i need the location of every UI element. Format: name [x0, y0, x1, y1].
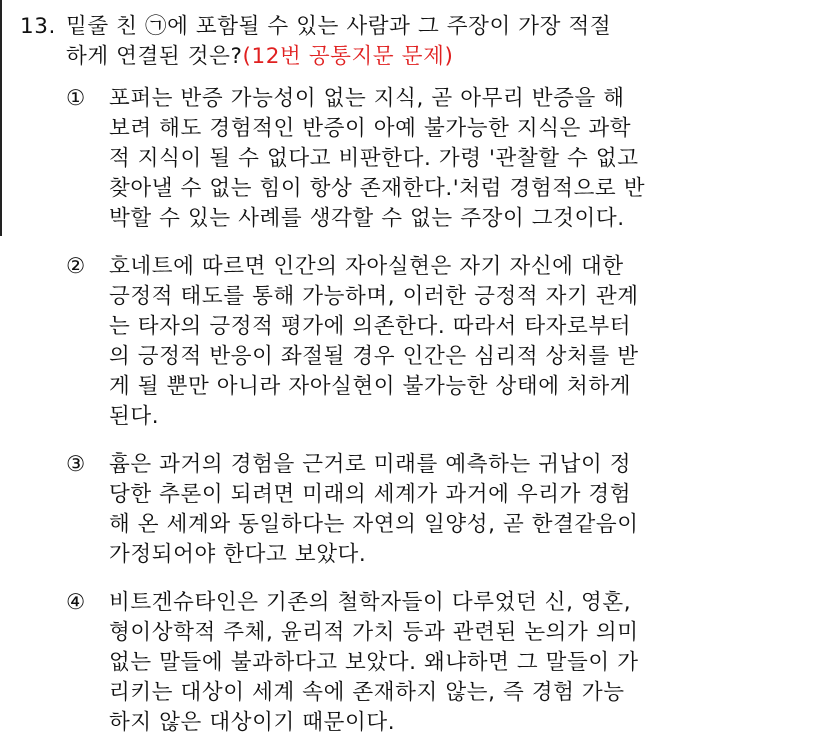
option-text-line: 형이상학적 주체, 윤리적 가치 등과 관련된 논의가 의미 — [109, 620, 639, 645]
question-note: (12번 공통지문 문제) — [242, 44, 454, 69]
option-number: ① — [66, 86, 86, 111]
option-text-line: 긍정적 태도를 통해 가능하며, 이러한 긍정적 자기 관계 — [109, 284, 639, 309]
option-text-line: 호네트에 따르면 인간의 자아실현은 자기 자신에 대한 — [109, 254, 624, 279]
option-text-line: 포퍼는 반증 가능성이 없는 지식, 곧 아무리 반증을 해 — [109, 86, 625, 111]
option-text-line: 된다. — [109, 404, 160, 429]
option-text-line: 게 될 뿐만 아니라 자아실현이 불가능한 상태에 처하게 — [109, 374, 632, 399]
option-text-line: 비트겐슈타인은 기존의 철학자들이 다루었던 신, 영혼, — [109, 590, 632, 615]
option-text-line: 리키는 대상이 세계 속에 존재하지 않는, 즉 경험 가능 — [109, 680, 625, 705]
option-text-line: 해 온 세계와 동일하다는 자연의 일양성, 곧 한결같음이 — [109, 512, 639, 537]
option-text-line: 는 타자의 긍정적 평가에 의존한다. 따라서 타자로부터 — [109, 314, 632, 339]
option-text-line: 하지 않은 대상이기 때문이다. — [109, 710, 396, 735]
option-number: ③ — [66, 452, 86, 477]
option-text-line: 가정되어야 한다고 보았다. — [109, 542, 367, 567]
question-text — [66, 12, 810, 72]
option-text-line: 당한 추론이 되려면 미래의 세계가 과거에 우리가 경험 — [109, 482, 632, 507]
option-number: ④ — [66, 590, 86, 615]
question-number: 13. — [20, 14, 56, 39]
question-stem — [20, 12, 810, 72]
option-text-line: 보려 해도 경험적인 반증이 아예 불가능한 지식은 과학 — [109, 116, 632, 141]
question-prompt: 밑줄 친 ㉠에 포함될 수 있는 사람과 그 주장이 가장 적절 하게 연결된 것은? — [66, 14, 612, 69]
left-border-rule — [0, 0, 2, 236]
answer-option-4[interactable] — [66, 588, 816, 738]
option-text-line: 흄은 과거의 경험을 근거로 미래를 예측하는 귀납이 정 — [109, 452, 632, 477]
option-text-line: 박할 수 있는 사례를 생각할 수 없는 주장이 그것이다. — [109, 206, 625, 231]
answer-option-1[interactable] — [66, 84, 816, 234]
option-text-line: 없는 말들에 불과하다고 보았다. 왜냐하면 그 말들이 가 — [109, 650, 639, 675]
option-text-line: 찾아낼 수 없는 힘이 항상 존재한다.'처럼 경험적으로 반 — [109, 176, 646, 201]
option-text-line: 적 지식이 될 수 없다고 비판한다. 가령 '관찰할 수 없고 — [109, 146, 639, 171]
option-text-line: 의 긍정적 반응이 좌절될 경우 인간은 심리적 상처를 받 — [109, 344, 639, 369]
answer-option-2[interactable] — [66, 252, 816, 432]
answer-option-3[interactable] — [66, 450, 816, 570]
answer-options — [66, 84, 816, 756]
option-number: ② — [66, 254, 86, 279]
